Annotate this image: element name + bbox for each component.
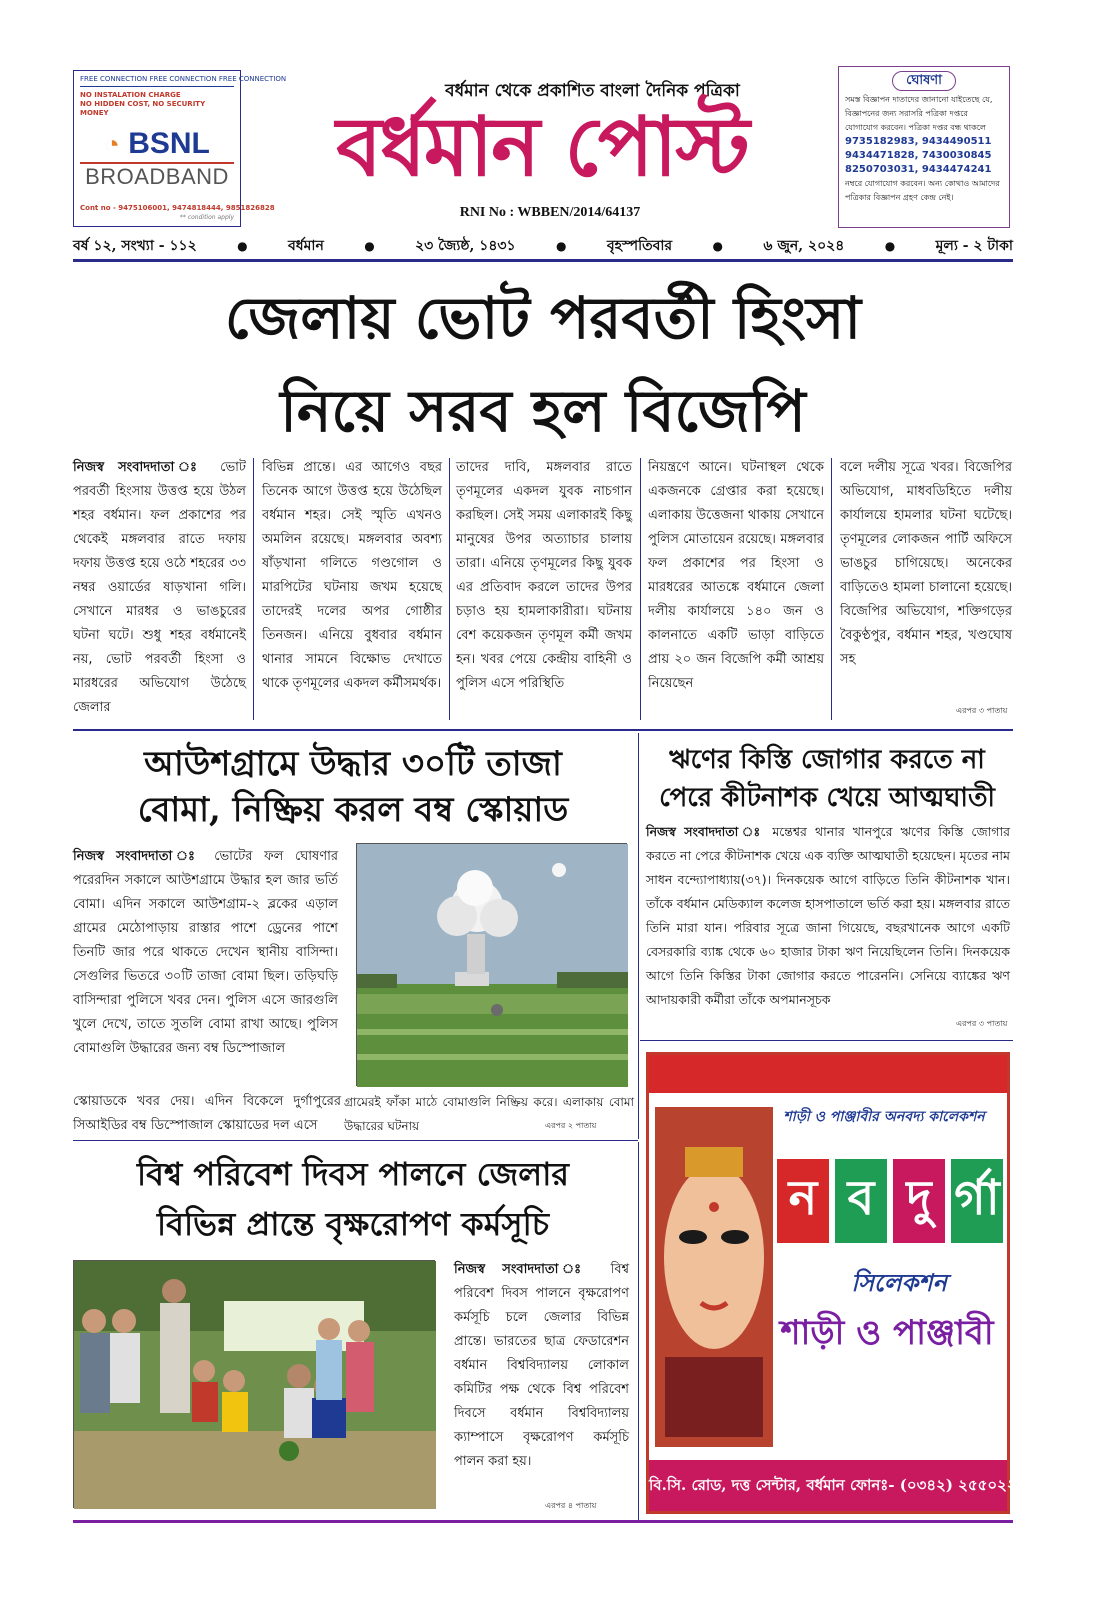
bomb-headline-line2: বোমা, নিষ্ক্রিয় করল বম্ব স্কোয়াড xyxy=(137,790,569,830)
lead-column-3: তাদের দাবি, মঙ্গলবার রাতে তৃণমূলের একদল যুবক নাচগান করছিল। সেই সময় এলাকারই কিছু মানুষের উপর অত্যাচার চালায় তারা। এনিয়ে তৃণমূলের কিছু যুবক এর প্রতিবাদ করলে তাদের উপর চড়াও হয় হামলাকারীরা। ঘটনায় বেশ কয়েকজন তৃণমূল কর্মী জখম হন। খবর পেয়ে কেন্দ্রীয় বাহিনী ও পুলিস এসে পরিস্থিতি xyxy=(456,460,632,691)
bomb-byline: নিজস্ব সংবাদদাতা ঃ xyxy=(73,849,203,864)
bomb-caption: গ্রামেরই ফাঁকা মাঠে বোমাগুলি নিষ্ক্রিয় করে। এলাকায় বোমা উদ্ধারের ঘটনায় xyxy=(344,1095,634,1133)
notice-phones: 9735182983, 9434490511 9434471828, 7430030845 8250703031, 9434474241 xyxy=(845,136,992,175)
ad-selection: সিলেকশন xyxy=(851,1268,947,1297)
ad-sari-panjabi: শাড়ী ও পাঞ্জাবী xyxy=(780,1313,994,1353)
paper-name: বর্ধমান পোস্ট xyxy=(336,99,748,195)
ad-tile: ন xyxy=(777,1159,829,1243)
lead-column-5: বলে দলীয় সূত্রে খবর। বিজেপির অভিযোগ, মাধবডিহিতে দলীয় কার্যালয়ে হামলার ঘটনা ঘটেছে। তৃণমূলের লোকজন পার্টি অফিসে ভাঙচুর চাগিয়েছে। অনেকের বাড়িতেও হামলা চালানো হয়েছে। বিজেপির অভিযোগ, শক্তিগড়ের বৈকুণ্ঠপুর, বর্ধমান শহর, খণ্ডঘোষ সহ xyxy=(840,460,1012,667)
ad-top-band xyxy=(649,1055,1007,1093)
place: বর্ধমান xyxy=(287,238,324,254)
rni-number: RNI No : WBBEN/2014/64137 xyxy=(459,205,641,220)
lead-continued: এরপর ৩ পাতায় xyxy=(956,706,1008,715)
date: ৬ জুন, ২০২৪ xyxy=(763,238,845,254)
lead-column-4: নিয়ন্ত্রণে আনে। ঘটনাস্থল থেকে একজনকে গ্রেপ্তার করা হয়েছে। এলাকায় উত্তেজনা থাকায় সেখানে পুলিস মোতায়েন রয়েছে। মঙ্গলবার ফল প্রকাশের পর হিংসা ও মারধরের আতঙ্কে বর্ধমানে জেলা দলীয় কার্যালয়ে ১৪০ জন ও কালনাতে একটি ভাড়া বাড়িতে প্রায় ২০ জন বিজেপি কর্মী আশ্রয় নিয়েছেন xyxy=(648,460,824,691)
bengali-date: ২৩ জ্যৈষ্ঠ, ১৪৩১ xyxy=(415,238,516,254)
environment-headline-line1: বিশ্ব পরিবেশ দিবস পালনে জেলার xyxy=(137,1155,569,1193)
bsnl-logo: ◔ BSNL xyxy=(104,127,210,160)
environment-byline: নিজস্ব সংবাদদাতা ঃ xyxy=(454,1262,594,1277)
section-divider xyxy=(638,733,639,1139)
tagline: বর্ধমান থেকে প্রকাশিত বাংলা দৈনিক পত্রিকা xyxy=(445,81,740,101)
lead-byline: নিজস্ব সংবাদদাতা ঃ xyxy=(73,460,207,475)
notice-text: সমস্ত বিজ্ঞাপন দাতাদের জানানো যাইতেছে যে, বিজ্ঞাপনের জন্য সরাসরি পত্রিকা দপ্তরে যোগাযোগ করবেন। পত্রিকা দপ্তর বন্ধ থাকলে xyxy=(845,95,993,132)
bomb-body-text: ভোটের ফল ঘোষণার পরেরদিন সকালে আউশগ্রামে উদ্ধার হল জার ভর্তি বোমা। এদিন সকালে আউশগ্রাম-২ ব্লকের এড়াল গ্রামের মেঠোপাড়ায় রাস্তার পাশে ড্রেনের পাশে তিনটি জার পরে থাকতে দেখেন স্থানীয় বাসিন্দা। সেগুলির ভিতরে ৩০টি তাজা বোমা ছিল। তড়িঘড়ি বাসিন্দারা পুলিসে খবর দেন। পুলিস এসে জারগুলি খুলে দেখে, তাতে সুতলি বোমা রাখা আছে। পুলিস বোমাগুলি উদ্ধারের জন্য বম্ব ডিস্পোজাল xyxy=(73,849,338,1056)
suicide-headline-line1: ঋণের কিস্তি জোগার করতে না xyxy=(669,745,985,775)
bullet-icon: ● xyxy=(364,239,375,253)
bsnl-sub: BROADBAND xyxy=(80,162,234,190)
durga-face-icon xyxy=(655,1107,773,1447)
ad-brand-tiles xyxy=(777,1159,1003,1243)
suicide-continued: এরপর ৩ পাতায় xyxy=(956,1019,1008,1028)
price: মূল্য - ২ টাকা xyxy=(935,238,1013,254)
bomb-headline-line1: আউশগ্রামে উদ্ধার ৩০টি তাজা xyxy=(144,744,562,784)
section-divider xyxy=(638,1142,639,1520)
bomb-explosion-photo xyxy=(356,843,627,1086)
bsnl-ad-line2: NO INSTALATION CHARGE xyxy=(80,91,181,99)
section-rule xyxy=(73,1140,638,1141)
dateline xyxy=(73,233,1013,259)
bomb-continued: এরপর ২ পাতায় xyxy=(545,1121,597,1130)
column-divider xyxy=(253,458,254,720)
environment-body-text: বিশ্ব পরিবেশ দিবস পালনে বৃক্ষরোপণ কর্মসূচি চলে জেলার বিভিন্ন প্রান্তে। ভারতের ছাত্র ফেডারেশন বর্ধমান বিশ্ববিদ্যালয় লোকাল কমিটির পক্ষ থেকে বিশ্ব পরিবেশ দিবসে বর্ধমান বিশ্ববিদ্যালয় ক্যাম্পাসে বৃক্ষরোপণ কর্মসূচি পালন করা হয়। xyxy=(454,1262,629,1469)
bsnl-ad-line1: FREE CONNECTION FREE CONNECTION FREE CONNECTION xyxy=(80,75,234,87)
lead-column-2: বিভিন্ন প্রান্তে। এর আগেও বছর তিনেক আগে উত্তপ্ত হয়ে উঠেছিল বর্ধমান শহর। সেই স্মৃতি এখনও অমলিন রয়েছে। মঙ্গলবার অবশ্য ষাঁড়খানা গলিতে গণ্ডগোল ও মারপিটের ঘটনায় জখম হয়েছে তাদেরই দলের অপর গোষ্ঠীর তিনজন। এনিয়ে বুধবার বর্ধমান থানার সামনে বিক্ষোভ দেখাতে থাকে তৃণমূলের একদল কর্মীসমর্থক। xyxy=(262,460,442,691)
lead-headline-line2: নিয়ে সরব হল বিজেপি xyxy=(280,377,806,445)
bullet-icon: ● xyxy=(556,239,567,253)
bomb-body-continued: স্কোয়াডকে খবর দেয়। এদিন বিকেলে দুর্গাপুরের সিআইডির বম্ব ডিস্পোজাল স্কোয়াডের দল এসে xyxy=(73,1094,341,1133)
tree-planting-photo-image xyxy=(74,1261,436,1509)
bsnl-contact: Cont no - 9475106001, 9474818444, 9851826828 xyxy=(80,204,275,212)
durga-face-illustration xyxy=(655,1107,773,1447)
column-divider xyxy=(831,458,832,720)
explosion-photo-image xyxy=(357,844,628,1087)
bullet-icon: ● xyxy=(884,239,896,253)
weekday: বৃহস্পতিবার xyxy=(606,238,673,254)
section-rule xyxy=(73,729,1013,731)
issue-number: বর্ষ ১২, সংখ্যা - ১১২ xyxy=(73,238,197,254)
bullet-icon: ● xyxy=(237,239,248,253)
environment-continued: এরপর ৪ পাতায় xyxy=(545,1501,597,1510)
lead-col1-text: ভোট পরবর্তী হিংসায় উত্তপ্ত হয়ে উঠল শহর বর্ধমান। ফল প্রকাশের পর থেকেই মঙ্গলবার রাতে দফায় দফায় উত্তপ্ত হয়ে ওঠে শহরের ৩৩ নম্বর ওয়ার্ডের ষাড়খানা গলি। সেখানে মারধর ও ভাঙচুরের ঘটনা ঘটে। শুধু শহর বর্ধমানেই নয়, ভোট পরবর্তী হিংসা ও মারধরের অভিযোগ উঠেছে জেলার xyxy=(73,460,246,715)
ad-tile: র্গা xyxy=(951,1159,1003,1243)
bsnl-ad-line3: NO HIDDEN COST, NO SECURITY MONEY xyxy=(80,100,206,117)
bullet-icon: ● xyxy=(712,239,723,253)
bsnl-swoosh-icon: ◔ xyxy=(104,129,120,159)
suicide-byline: নিজস্ব সংবাদদাতা ঃ xyxy=(646,824,765,839)
column-divider xyxy=(449,458,450,720)
environment-headline-line2: বিভিন্ন প্রান্তে বৃক্ষরোপণ কর্মসূচি xyxy=(157,1205,549,1243)
ad-script-line: শাড়ী ও পাঞ্জাবীর অনবদ্য কালেকশন xyxy=(783,1109,985,1125)
suicide-headline-line2: পেরে কীটনাশক খেয়ে আত্মঘাতী xyxy=(659,783,995,813)
notice-box xyxy=(838,66,1010,228)
suicide-body-text: মন্তেশ্বর থানার খানপুরে ঋণের কিস্তি জোগার করতে না পেরে কীটনাশক খেয়ে এক ব্যক্তি আত্মঘাতী হয়েছেন। মৃতের নাম সাধন বন্দ্যোপাধ্যায়(৩৭)। দিনকয়েক আগে বাড়িতে তিনি কীটনাশক খান। তাঁকে বর্ধমান মেডিক্যাল কলেজ হাসপাতালে ভর্তি করা হয়। মঙ্গলবার রাতে তিনি মারা যান। পরিবার সূত্রে জানা গিয়েছে, বছরখানেক আগে একটি বেসরকারি ব্যাঙ্ক থেকে ৬০ হাজার টাকা ঋণ নিয়েছিলেন তিনি। দিনকয়েক আগে তিনি কিস্তির টাকা জোগার করতে পারেননি। সেনিয়ে ব্যাঙ্কের ঋণ আদায়কারী কর্মীরা তাঁকে অপমানসূচক xyxy=(646,824,1010,1007)
footer-rule xyxy=(73,1520,1013,1523)
bsnl-apply: ** condition apply xyxy=(179,214,234,221)
bsnl-broadband-ad xyxy=(73,70,287,227)
section-rule xyxy=(640,1040,1013,1041)
notice-text-2: নম্বরে যোগাযোগ করবেন। অন্য কোথাও আমাদের পত্রিকার বিজ্ঞাপন গ্রহণ কেন্দ্র নেই। xyxy=(845,179,1000,202)
notice-title: ঘোষণা xyxy=(892,71,956,91)
bomb-body xyxy=(73,845,338,1091)
suicide-body xyxy=(646,820,1010,1038)
tree-planting-photo xyxy=(73,1260,435,1508)
environment-body xyxy=(454,1258,629,1518)
ad-address-bar: বি.সি. রোড, দত্ত সেন্টার, বর্ধমান ফোনঃ- (০৩৪২) ২৫৫০২২৮ xyxy=(649,1460,1007,1511)
lead-column-1 xyxy=(73,456,246,724)
column-divider xyxy=(640,458,641,720)
lead-headline-line1: জেলায় ভোট পরবর্তী হিংসা xyxy=(224,284,862,352)
masthead-rule xyxy=(73,259,1013,262)
ad-tile: দু xyxy=(893,1159,945,1243)
ad-tile: ব xyxy=(835,1159,887,1243)
nabadurga-ad xyxy=(646,1052,1027,1514)
